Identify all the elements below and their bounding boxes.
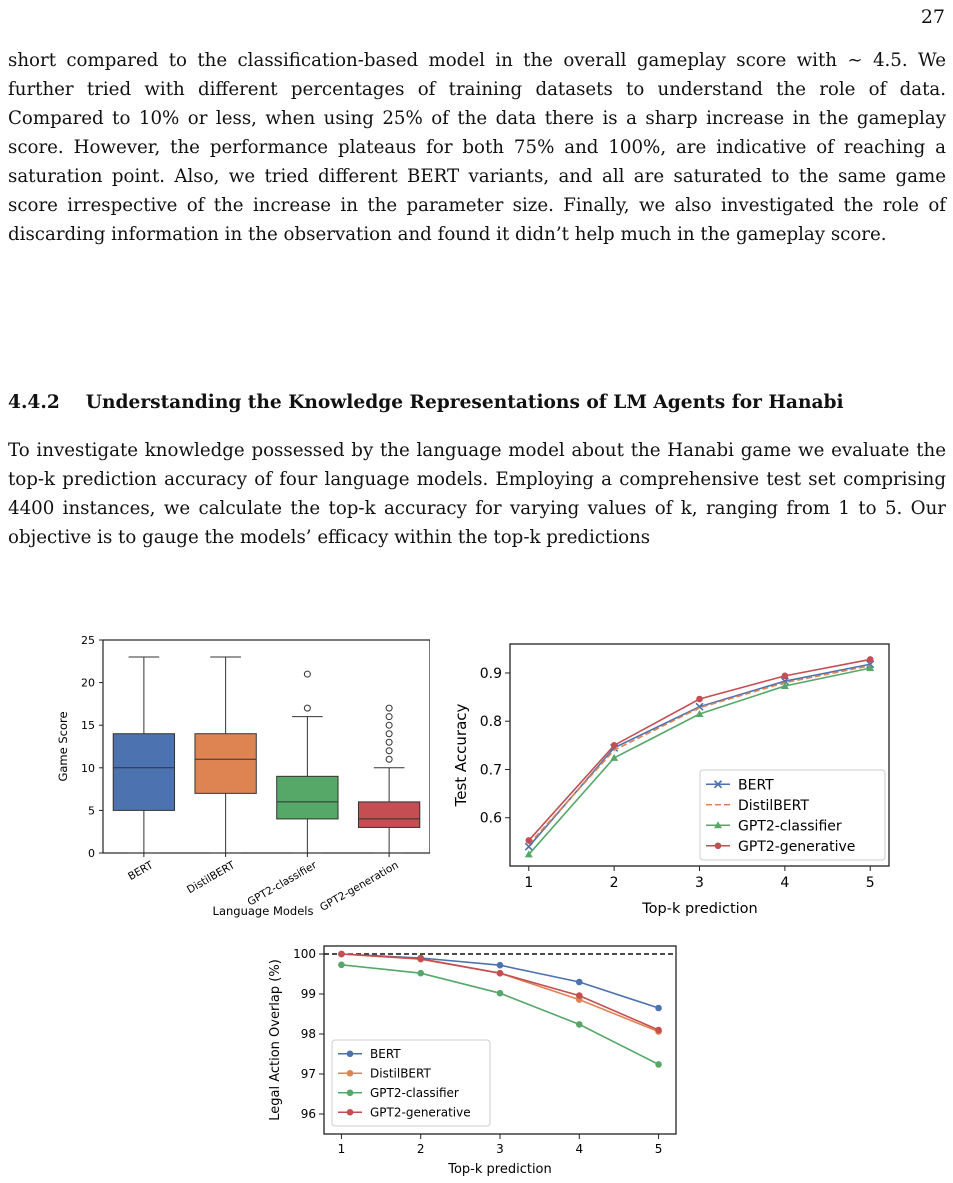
paragraph-gameplay-results: short compared to the classification-based model in the overall gameplay score with ∼ 4.5. We further tried with different percentages of training datasets to understand the role of data. Compared to 10% or less, when using 25% of the data there is a sharp increase in the gameplay score. However, the performance plateaus for both 75% and 100%, are indicative of reaching a saturation point. Also, we tried different BERT variants, and all are saturated to the same game score irrespective of the increase in the parameter size. Finally, we also investigated the role of discarding information in the observation and found it didn’t help much in the gameplay score. [8,50,946,245]
x-axis-label: Top-k prediction [642,901,758,917]
data-point [347,1050,354,1057]
data-point [347,1089,354,1096]
x-tick-label: GPT2-generation [318,859,401,914]
series-bert [338,951,662,1012]
data-point [576,979,583,986]
data-point [611,742,618,749]
y-tick-label: 15 [81,719,95,733]
legend-label: DistilBERT [370,1066,431,1081]
legend-label: DistilBERT [738,797,809,814]
y-axis-label: Test Accuracy [452,703,470,807]
box-gpt2-classifier [277,671,338,853]
y-tick-label: 97 [300,1067,316,1082]
x-tick-label: 2 [609,875,619,891]
y-tick-label: 20 [81,676,95,690]
box-body [358,802,419,828]
box-bert [113,657,174,853]
outlier-point [304,671,310,677]
box-gpt2-generation [358,705,419,853]
x-tick-label: 5 [865,875,875,891]
x-tick-label: 1 [524,875,534,891]
x-axis-label: Top-k prediction [448,1162,552,1177]
y-tick-label: 0.7 [479,762,502,779]
data-point [347,1109,354,1116]
data-point [696,696,703,703]
outlier-point [386,714,392,720]
y-tick-label: 98 [300,1027,316,1042]
outlier-point [386,739,392,745]
data-point [417,970,424,977]
legend-label: GPT2-classifier [738,818,842,835]
y-axis-label: Game Score [56,711,70,782]
y-tick-label: 0.8 [479,714,502,731]
outlier-point [304,705,310,711]
legend [332,1040,490,1126]
data-point [782,673,789,680]
outlier-point [386,731,392,737]
data-point [347,1070,354,1077]
x-tick-label: DistilBERT [185,859,238,897]
x-tick-label: 2 [416,1142,425,1156]
data-point [338,962,345,969]
outlier-point [386,756,392,762]
test-accuracy-line-chart [440,640,895,925]
y-tick-label: 0 [88,847,95,860]
legend-label: GPT2-classifier [370,1086,459,1101]
paragraph-knowledge-probe: To investigate knowledge possessed by the language model about the Hanabi game we evaluate the top-k prediction accuracy of four language models. Employing a comprehensive test set comprising 4400 instances, we calculate the top-k accuracy for varying values of k, ranging from 1 to 5. Our objective is to gauge the models’ efficacy within the top-k predictions [8,440,946,548]
x-tick-label: GPT2-classifier [245,859,319,909]
box-distilbert [195,657,256,853]
data-point [576,992,583,999]
box-body [277,776,338,819]
legend-label: GPT2-generative [738,838,856,855]
y-tick-label: 10 [81,761,95,775]
y-tick-label: 96 [300,1107,316,1122]
y-tick-label: 99 [300,987,316,1002]
data-point [525,837,532,844]
legal-action-overlap-line-chart [258,938,688,1178]
y-tick-label: 100 [293,947,316,962]
data-point [655,1061,662,1068]
y-tick-label: 0.6 [479,810,502,827]
data-point [497,990,504,997]
section-title: Understanding the Knowledge Representations of LM Agents for Hanabi [85,392,844,413]
data-point [497,962,504,969]
data-point [576,1021,583,1028]
data-point [610,754,618,761]
section-number: 4.4.2 [8,392,60,413]
data-point [655,1005,662,1012]
legend-label: BERT [370,1047,401,1062]
y-tick-label: 5 [88,804,95,818]
game-score-box-chart [50,632,430,922]
legend-label: GPT2-generative [370,1105,471,1120]
box-body [113,734,174,811]
y-tick-label: 25 [81,634,95,647]
data-point [867,656,874,663]
data-point [417,956,424,963]
y-tick-label: 0.9 [479,665,502,682]
data-point [715,842,722,849]
legend [700,770,885,860]
outlier-point [386,748,392,754]
x-tick-label: 1 [337,1142,346,1156]
section-heading [8,392,948,413]
x-tick-label: BERT [126,859,156,883]
y-axis-label: Legal Action Overlap (%) [268,959,283,1121]
x-tick-label: 5 [654,1142,663,1156]
x-tick-label: 3 [695,875,704,891]
x-tick-label: 4 [780,875,790,891]
x-axis-label: Language Models [212,904,314,918]
data-point [338,951,345,958]
outlier-point [386,705,392,711]
box-body [195,734,256,794]
x-tick-label: 3 [496,1142,504,1156]
data-point [497,970,504,977]
data-point [655,1027,662,1034]
x-tick-label: 4 [575,1142,584,1156]
outlier-point [386,722,392,728]
legend-label: BERT [738,777,774,794]
page-number: 27 [920,6,945,28]
